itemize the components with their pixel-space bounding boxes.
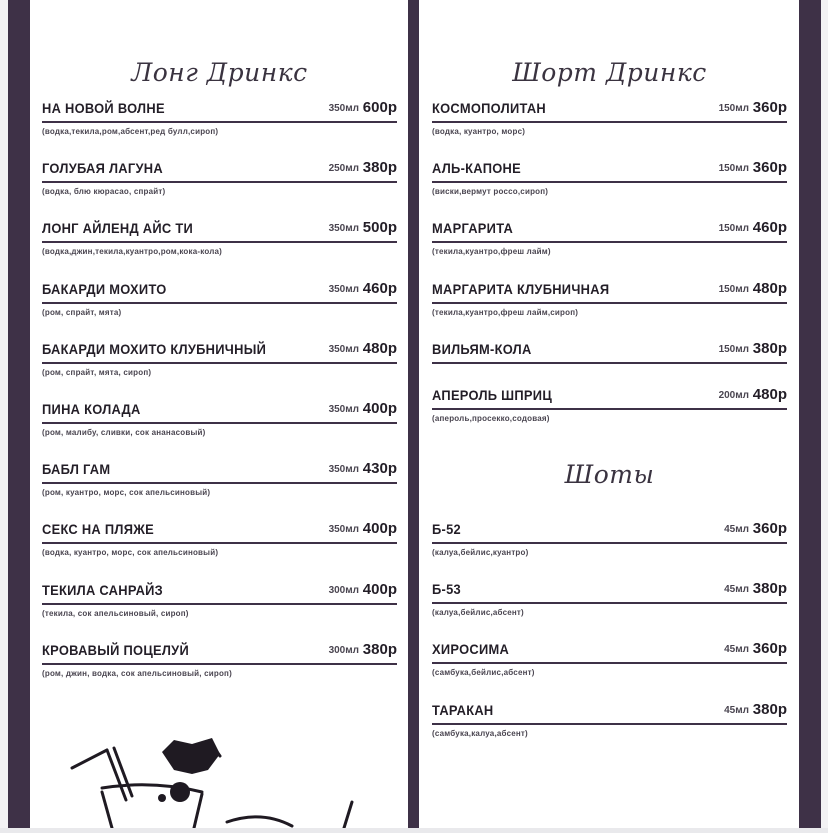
item-volume: 200мл <box>718 389 749 401</box>
menu-item <box>432 160 787 210</box>
menu-item <box>432 641 787 691</box>
menu-item <box>432 220 787 270</box>
item-description: (ром, спрайт, мята, сироп) <box>42 367 152 377</box>
item-description: (апероль,просекко,содовая) <box>432 413 550 423</box>
bottom-edge <box>0 828 828 833</box>
item-price: 480р <box>752 385 787 403</box>
menu-item <box>42 582 397 632</box>
item-divider <box>42 663 397 665</box>
item-price: 600р <box>362 99 397 116</box>
item-volume: 45мл <box>724 524 749 535</box>
item-divider <box>432 602 787 604</box>
item-volume: 350мл <box>328 343 359 355</box>
item-name: ХИРОСИМА <box>432 641 510 658</box>
item-name: ВИЛЬЯМ-КОЛА <box>432 340 532 357</box>
item-price: 460р <box>362 279 397 297</box>
menu-item <box>42 341 397 391</box>
item-volume: 350мл <box>328 223 359 235</box>
item-price: 400р <box>362 580 397 598</box>
item-divider <box>432 181 787 183</box>
item-divider <box>42 542 397 544</box>
item-divider <box>432 362 787 364</box>
item-divider <box>432 542 787 544</box>
menu-item <box>42 401 397 451</box>
item-divider <box>42 362 397 364</box>
section-title-long-drinks: Лонг Дринкс <box>131 58 308 87</box>
item-divider <box>42 241 397 243</box>
item-description: (текила, сок апельсиновый, сироп) <box>42 608 189 618</box>
item-description: (текила,куантро,фреш лайм,сироп) <box>432 307 579 317</box>
item-divider <box>432 408 787 410</box>
item-price: 460р <box>752 219 787 237</box>
item-name: Б-52 <box>432 521 461 537</box>
item-name: БАБЛ ГАМ <box>42 461 111 478</box>
item-name: ТАРАКАН <box>432 701 494 718</box>
item-name: БАКАРДИ МОХИТО КЛУБНИЧНЫЙ <box>42 340 267 357</box>
cocktail-illustration <box>62 730 382 828</box>
item-volume: 45мл <box>724 584 749 596</box>
item-price: 430р <box>362 460 397 478</box>
item-name: Б-53 <box>432 581 461 598</box>
item-price: 360р <box>752 640 787 658</box>
item-price: 480р <box>362 339 397 357</box>
item-description: (ром, спрайт, мята) <box>42 307 122 317</box>
right-frame-stripe <box>799 0 821 828</box>
menu-item <box>42 281 397 331</box>
menu-item <box>432 521 787 571</box>
item-price: 380р <box>362 640 397 658</box>
menu-item <box>432 702 787 752</box>
item-price: 380р <box>752 580 787 598</box>
item-name: АЛЬ-КАПОНЕ <box>432 160 521 177</box>
item-divider <box>42 422 397 424</box>
menu-item <box>42 220 397 270</box>
item-name: МАРГАРИТА <box>432 220 514 237</box>
item-volume: 350мл <box>328 404 359 415</box>
item-divider <box>432 302 787 304</box>
item-description: (ром, малибу, сливки, сок ананасовый) <box>42 428 206 437</box>
item-name: КОСМОПОЛИТАН <box>432 100 546 116</box>
item-divider <box>42 121 397 123</box>
item-price: 400р <box>362 400 397 417</box>
item-volume: 150мл <box>718 283 749 295</box>
item-description: (водка, куантро, морс) <box>432 127 526 136</box>
item-divider <box>432 241 787 243</box>
item-name: СЕКС НА ПЛЯЖЕ <box>42 521 155 538</box>
item-volume: 45мл <box>724 704 749 716</box>
item-divider <box>432 662 787 664</box>
center-frame-stripe <box>408 0 419 828</box>
item-name: АПЕРОЛЬ ШПРИЦ <box>432 386 553 403</box>
item-volume: 150мл <box>718 163 749 175</box>
item-name: БАКАРДИ МОХИТО <box>42 280 167 297</box>
item-description: (ром, джин, водка, сок апельсиновый, сироп) <box>42 668 232 678</box>
item-description: (водка, блю кюрасао, спрайт) <box>42 187 166 197</box>
menu-item <box>432 581 787 631</box>
item-divider <box>42 482 397 484</box>
section-title-shots: Шоты <box>564 460 655 489</box>
item-divider <box>432 121 787 123</box>
item-volume: 45мл <box>724 644 749 656</box>
item-price: 380р <box>752 700 787 718</box>
menu-item <box>432 341 787 391</box>
item-volume: 350мл <box>328 464 359 476</box>
item-name: ГОЛУБАЯ ЛАГУНА <box>42 160 163 177</box>
item-description: (водка,джин,текила,куантро,ром,кока-кола) <box>42 247 223 257</box>
item-price: 400р <box>362 520 397 538</box>
menu-item <box>432 281 787 331</box>
item-description: (водка,текила,ром,абсент,ред булл,сироп) <box>42 127 219 136</box>
item-price: 380р <box>362 159 397 177</box>
item-volume: 350мл <box>328 283 359 295</box>
menu-item <box>42 160 397 210</box>
item-volume: 300мл <box>328 644 359 656</box>
menu-item <box>42 521 397 571</box>
item-price: 480р <box>752 279 787 297</box>
item-volume: 150мл <box>718 343 749 355</box>
menu-item <box>42 461 397 511</box>
item-description: (текила,куантро,фреш лайм) <box>432 247 551 257</box>
item-price: 500р <box>362 219 397 237</box>
item-description: (виски,вермут россо,сироп) <box>432 187 549 197</box>
item-description: (самбука,бейлис,абсент) <box>432 668 535 678</box>
item-volume: 350мл <box>328 524 359 536</box>
item-volume: 300мл <box>328 584 359 596</box>
item-description: (калуа,бейлис,абсент) <box>432 608 524 618</box>
item-volume: 350мл <box>328 103 359 114</box>
item-divider <box>42 603 397 605</box>
item-name: МАРГАРИТА КЛУБНИЧНАЯ <box>432 280 610 297</box>
item-description: (калуа,бейлис,куантро) <box>432 548 529 557</box>
menu-item <box>42 642 397 692</box>
item-volume: 150мл <box>718 103 749 114</box>
item-name: НА НОВОЙ ВОЛНЕ <box>42 100 165 116</box>
menu-item <box>42 100 397 150</box>
item-price: 360р <box>752 520 787 537</box>
left-frame-stripe <box>8 0 30 828</box>
item-price: 360р <box>752 159 787 177</box>
item-price: 380р <box>752 339 787 357</box>
item-divider <box>42 181 397 183</box>
menu-item <box>432 100 787 150</box>
item-name: ЛОНГ АЙЛЕНД АЙС ТИ <box>42 220 194 237</box>
item-description: (ром, куантро, морс, сок апельсиновый) <box>42 488 211 498</box>
item-divider <box>432 723 787 725</box>
item-name: КРОВАВЫЙ ПОЦЕЛУЙ <box>42 641 190 658</box>
item-price: 360р <box>752 99 787 116</box>
item-name: ПИНА КОЛАДА <box>42 401 141 417</box>
item-divider <box>42 302 397 304</box>
item-description: (водка, куантро, морс, сок апельсиновый) <box>42 548 219 558</box>
item-description: (самбука,калуа,абсент) <box>432 728 528 738</box>
menu-item <box>432 387 787 437</box>
item-volume: 150мл <box>718 223 749 235</box>
section-title-short-drinks: Шорт Дринкс <box>512 58 707 87</box>
item-volume: 250мл <box>328 163 359 175</box>
item-name: ТЕКИЛА САНРАЙЗ <box>42 581 164 598</box>
